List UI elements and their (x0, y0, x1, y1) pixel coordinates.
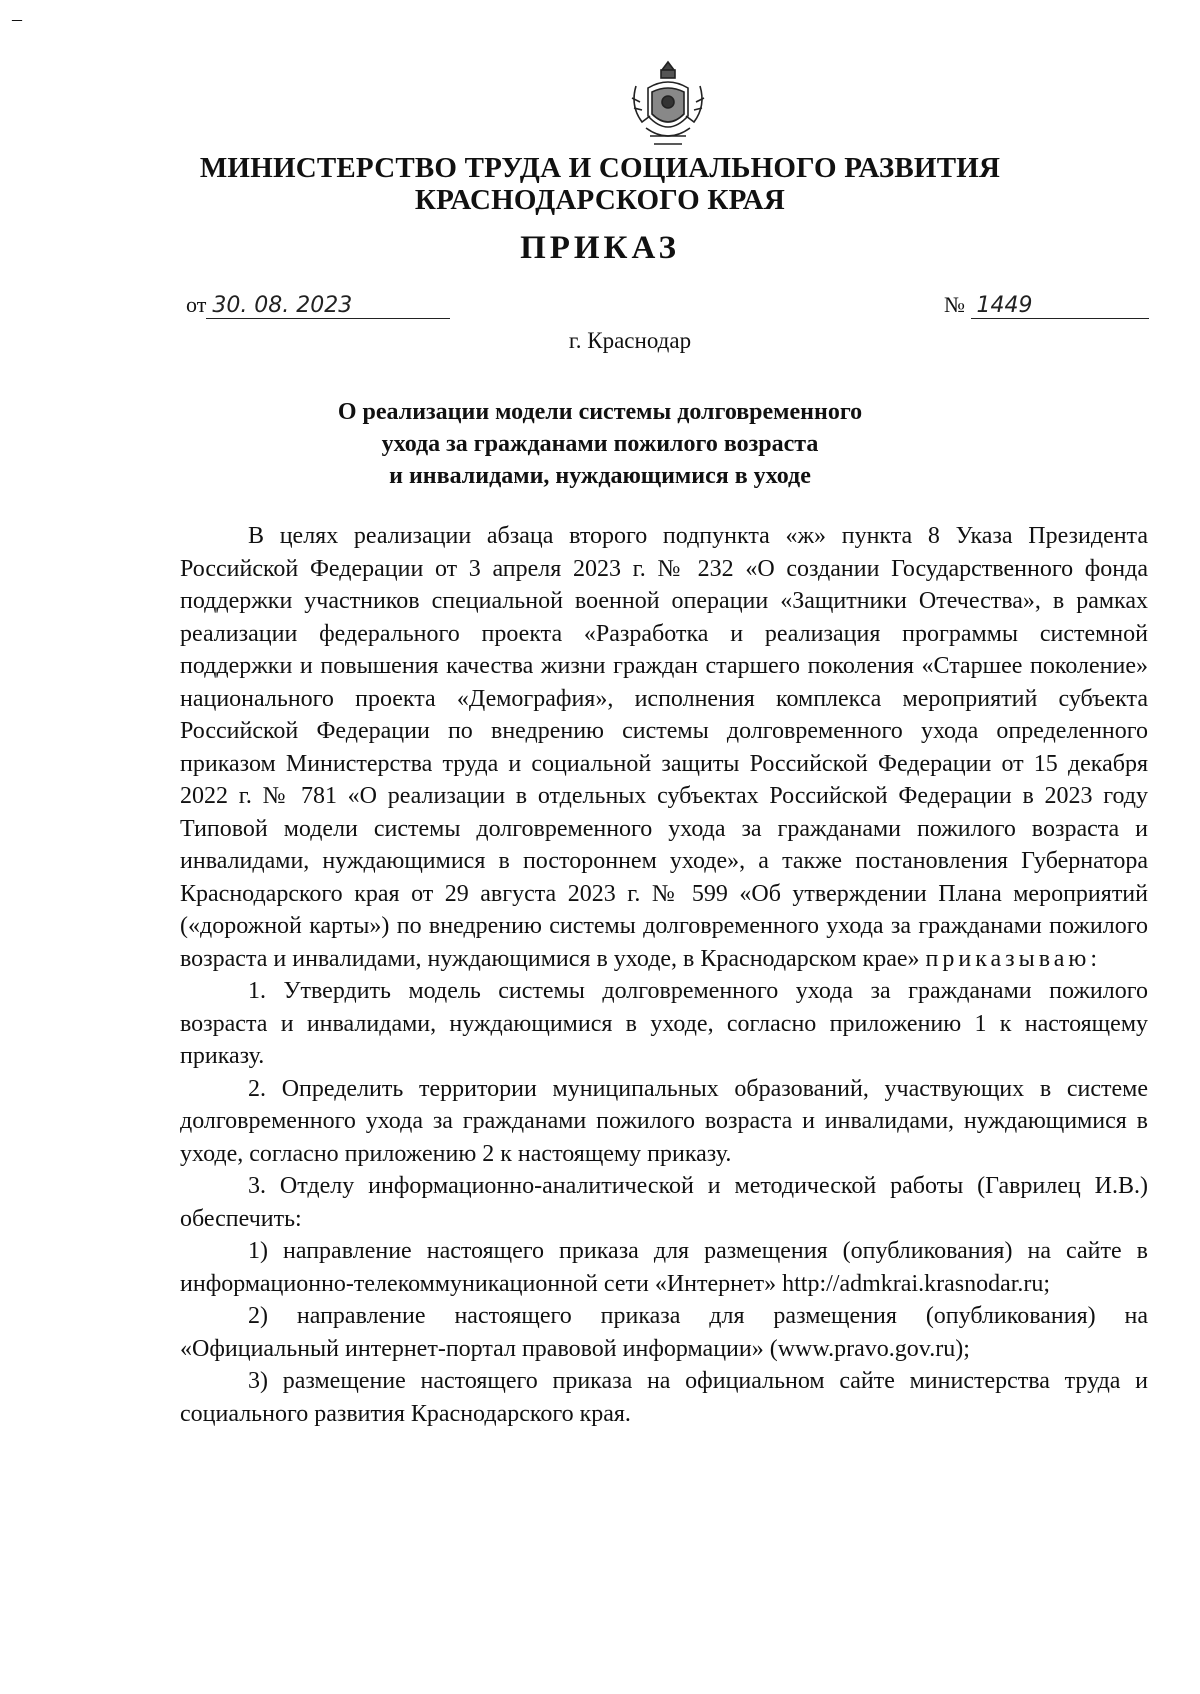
ministry-line-2: КРАСНОДАРСКОГО КРАЯ (414, 184, 786, 216)
order-body (180, 520, 1148, 1430)
preamble-text: В целях реализации абзаца второго подпункта «ж» пункта 8 Указа Президента Российской Федерации от 3 апреля 2023 г. № 232 «О создании Государственного фонда поддержки участников специальной военной операции «Защитники Отечества», в рамках реализации федерального проекта «Разработка и реализация программы системной поддержки и повышения качества жизни граждан старшего поколения «Старшее поколение» национального проекта «Демография», исполнения комплекса мероприятий субъекта Российской Федерации по внедрению системы долговременного ухода определенного приказом Министерства труда и социальной защиты Российской Федерации от 15 декабря 2022 г. № 781 «О реализации в отдельных субъектах Российской Федерации в 2023 году Типовой модели системы долговременного ухода за гражданами пожилого возраста и инвалидами, нуждающимися в постороннем уходе», а также постановления Губернатора Краснодарского края от 29 августа 2023 г. № 599 «Об утверждении Плана мероприятий («дорожной карты») по внедрению системы долговременного ухода за гражданами пожилого возраста и инвалидами, нуждающимися в уходе, в Краснодарском крае» (180, 523, 1148, 972)
coat-of-arms-emblem (628, 58, 708, 154)
title-line-3: и инвалидами, нуждающимися в уходе (389, 463, 811, 489)
item-3-1: 1) направление настоящего приказа для размещения (опубликования) на сайте в информационно-телекоммуникационной сети «Интернет» http://admkrai.krasnodar.ru; (180, 1238, 1148, 1297)
ministry-line-1: МИНИСТЕРСТВО ТРУДА И СОЦИАЛЬНОГО РАЗВИТИЯ (199, 152, 1001, 184)
order-word: приказываю: (925, 945, 1102, 972)
date-prefix: от (186, 292, 207, 317)
order-date (186, 292, 450, 319)
title-line-1: О реализации модели системы долговременного (337, 399, 863, 425)
preamble-paragraph (180, 520, 1148, 975)
item-3-2: 2) направление настоящего приказа для размещения (опубликования) на «Официальный интернет-портал правовой информации» (www.pravo.gov.ru); (180, 1303, 1148, 1362)
city: г. Краснодар (568, 328, 692, 353)
order-title (0, 396, 1200, 492)
item-2: 2. Определить территории муниципальных образований, участвующих в системе долговременного ухода за гражданами пожилого возраста и инвалидами, нуждающимися в уходе, согласно приложению 2 к настоящему приказу. (180, 1075, 1148, 1167)
number-prefix: № (944, 292, 965, 317)
document-type: ПРИКАЗ (520, 230, 680, 266)
corner-mark: – (12, 8, 22, 30)
handwritten-number: 1449 (971, 293, 1149, 319)
handwritten-date: 30. 08. 2023 (206, 293, 450, 319)
item-3: 3. Отделу информационно-аналитической и методической работы (Гаврилец И.В.) обеспечить: (180, 1173, 1148, 1232)
item-3-3: 3) размещение настоящего приказа на официальном сайте министерства труда и социального развития Краснодарского края. (180, 1368, 1148, 1427)
title-line-2: ухода за гражданами пожилого возраста (381, 431, 819, 457)
order-number (944, 292, 1149, 319)
item-1: 1. Утвердить модель системы долговременного ухода за гражданами пожилого возраста и инвалидами, нуждающимися в уходе, согласно приложению 1 к настоящему приказу. (180, 978, 1148, 1069)
ministry-name (0, 152, 1200, 216)
